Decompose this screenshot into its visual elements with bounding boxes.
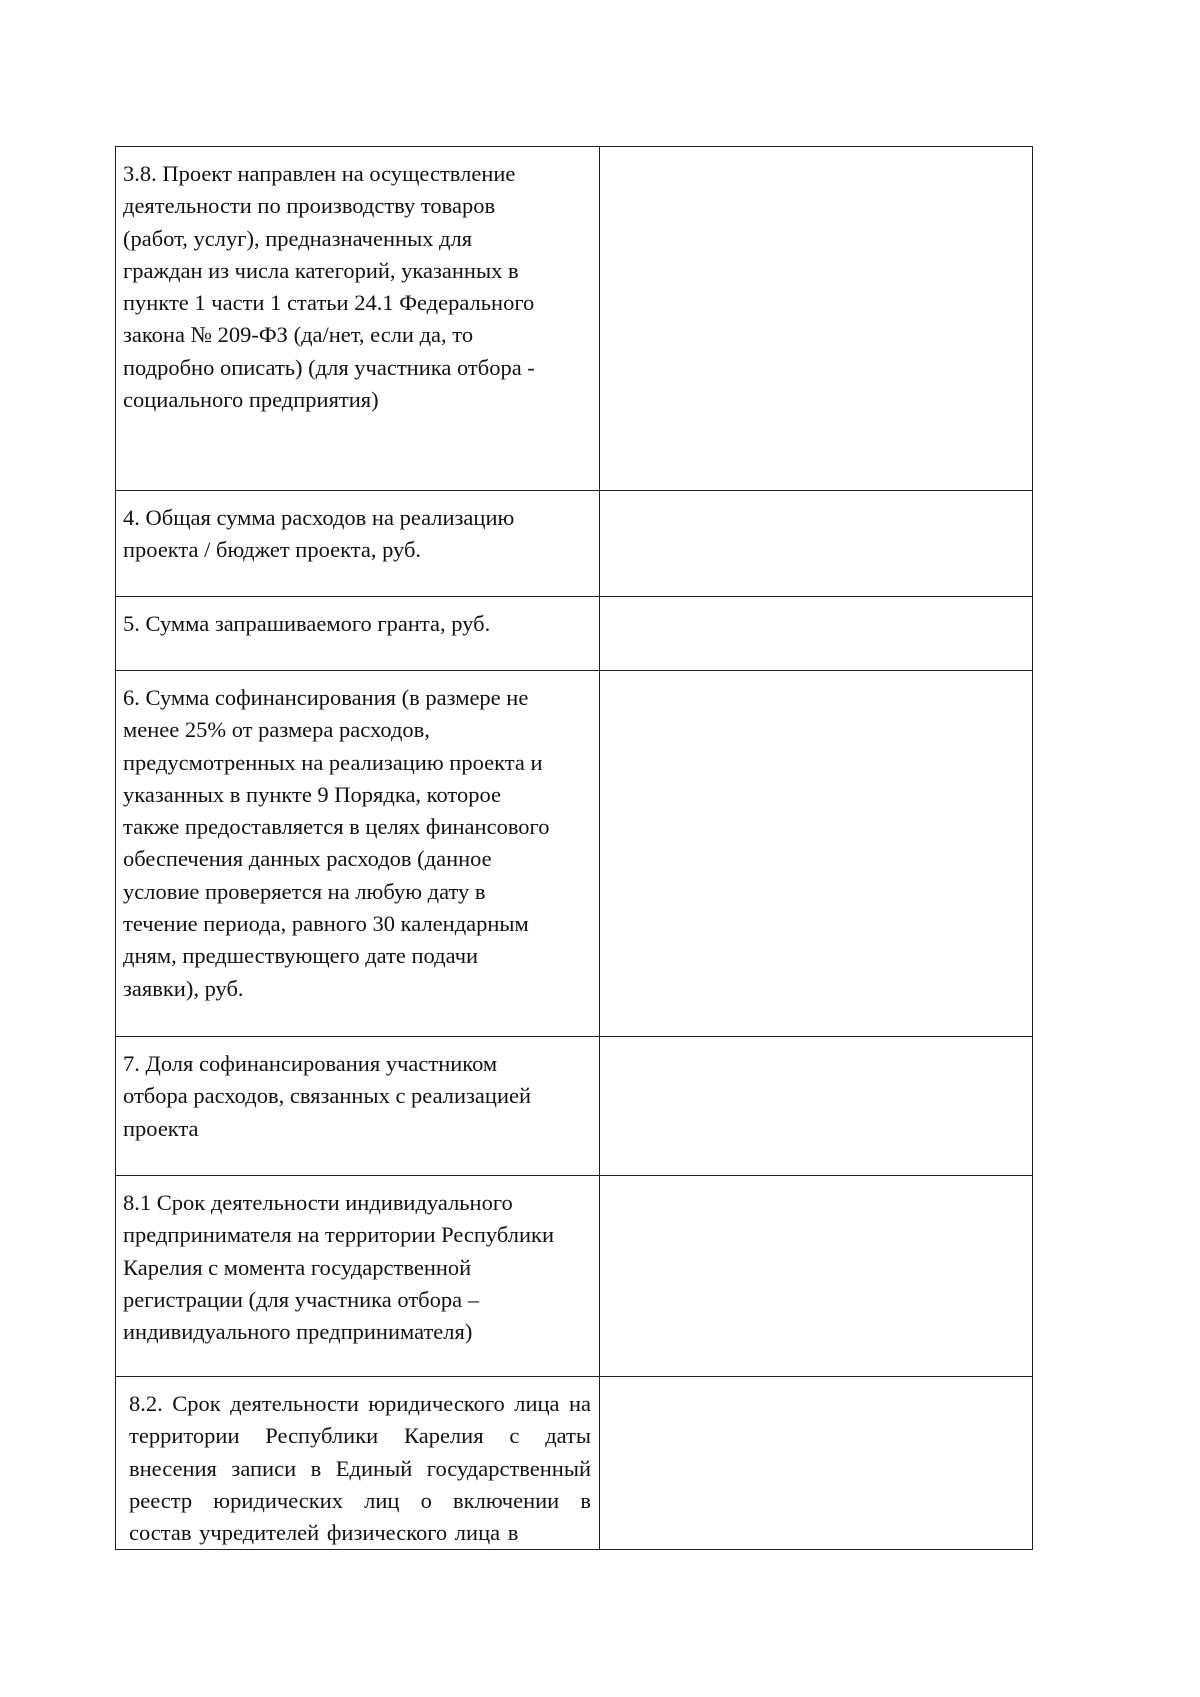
- row-label-cell: [116, 1377, 600, 1550]
- table-row: [116, 1176, 1033, 1377]
- table-row: [116, 147, 1033, 491]
- cofinancing-share-label: 7. Доля софинансирования участником отбора расходов, связанных с реализацией проекта: [123, 1051, 532, 1141]
- table-row: [116, 1037, 1033, 1176]
- cofinancing-share-answer-cell[interactable]: [600, 1037, 1033, 1176]
- project-budget-answer-cell[interactable]: [600, 491, 1033, 597]
- table-row: [116, 1377, 1033, 1550]
- entrepreneur-term-answer-cell[interactable]: [600, 1176, 1033, 1377]
- legal-entity-term-answer-cell[interactable]: [600, 1377, 1033, 1550]
- grant-amount-answer-cell[interactable]: [600, 597, 1033, 671]
- row-label-cell: [116, 671, 600, 1037]
- project-budget-label: 4. Общая сумма расходов на реализацию проекта / бюджет проекта, руб.: [123, 505, 515, 563]
- row-label-cell: [116, 491, 600, 597]
- table-row: [116, 491, 1033, 597]
- social-enterprise-question-label: 3.8. Проект направлен на осуществление деятельности по производству товаров (работ, услуг), предназначенных для граждан из числа категорий, указанных в пункте 1 части 1 статьи 24.1 Федерального закона № 209-ФЗ (да/нет, если да, то подробно описать) (для участника отбора - социального предприятия): [123, 161, 535, 413]
- table-row: [116, 597, 1033, 671]
- legal-entity-term-label: 8.2. Срок деятельности юридического лица на территории Республики Карелия с даты внесения записи в Единый государственный реестр юридических лиц о включении в состав учредителей физического лица в: [129, 1391, 591, 1546]
- row-label-cell: [116, 1176, 600, 1377]
- row-label-cell: [116, 597, 600, 671]
- row-label-cell: [116, 1037, 600, 1176]
- table-row: [116, 671, 1033, 1037]
- application-form-table: [115, 146, 1033, 1550]
- row-label-cell: [116, 147, 600, 491]
- cofinancing-amount-label: 6. Сумма софинансирования (в размере не менее 25% от размера расходов, предусмотренных на реализацию проекта и указанных в пункте 9 Порядка, которое также предоставляется в целях финансового обеспечения данных расходов (данное условие проверяется на любую дату в течение периода, равного 30 календарным дням, предшествующего дате подачи заявки), руб.: [123, 685, 550, 1001]
- cofinancing-amount-answer-cell[interactable]: [600, 671, 1033, 1037]
- social-enterprise-answer-cell[interactable]: [600, 147, 1033, 491]
- grant-amount-label: 5. Сумма запрашиваемого гранта, руб.: [123, 611, 491, 636]
- entrepreneur-term-label: 8.1 Срок деятельности индивидуального предпринимателя на территории Республики Карелия с момента государственной регистрации (для участника отбора – индивидуального предпринимателя): [123, 1190, 554, 1345]
